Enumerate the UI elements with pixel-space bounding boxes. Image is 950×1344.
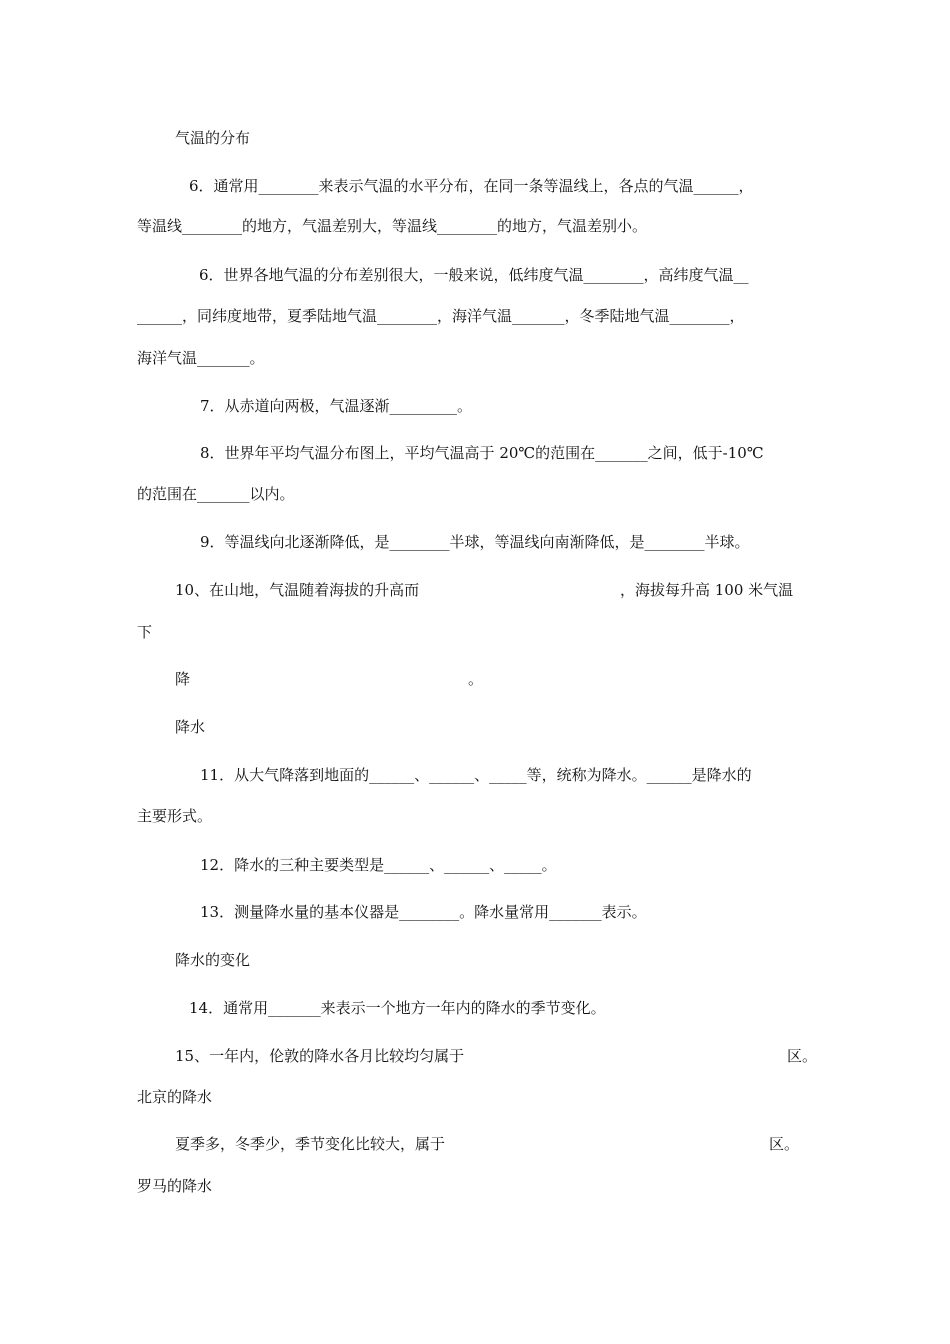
question-10-line-3-end: 。: [468, 670, 484, 688]
question-6b-line-2: ______，同纬度地带，夏季陆地气温________，海洋气温_______，冬季陆地气温________，: [137, 307, 745, 325]
question-13: 13．测量降水量的基本仪器是________。降水量常用_______表示。: [200, 903, 647, 921]
question-15-line-3-start: 夏季多，冬季少，季节变化比较大，属于: [175, 1135, 446, 1153]
question-11-line-2: 主要形式。: [137, 807, 213, 825]
question-15-line-1-end: 区。: [787, 1047, 818, 1065]
question-8-line-1: 8．世界年平均气温分布图上，平均气温高于 20℃的范围在_______之间，低于-10℃: [200, 444, 764, 462]
question-7: 7．从赤道向两极，气温逐渐_________。: [200, 397, 473, 415]
question-10-line-2: 下: [137, 623, 153, 641]
question-6a-line-1: 6．通常用________来表示气温的水平分布，在同一条等温线上，各点的气温______，: [189, 177, 754, 195]
question-10-line-1-end: ，海拔每升高 100 米气温: [620, 581, 794, 599]
question-8-line-2: 的范围在_______以内。: [137, 485, 295, 503]
question-11-line-1: 11．从大气降落到地面的______、______、_____等，统称为降水。______是降水的: [200, 766, 752, 784]
question-6b-line-1: 6．世界各地气温的分布差别很大，一般来说，低纬度气温________，高纬度气温__: [199, 266, 749, 284]
question-15-line-2: 北京的降水: [137, 1088, 213, 1106]
question-15-line-4: 罗马的降水: [137, 1177, 213, 1195]
question-12: 12．降水的三种主要类型是______、______、_____。: [200, 856, 557, 874]
question-6b-line-3: 海洋气温_______。: [137, 349, 265, 367]
question-6a-line-2: 等温线________的地方，气温差别大，等温线________的地方，气温差别小。: [137, 217, 648, 235]
question-10-line-3-start: 降: [175, 670, 191, 688]
question-10-line-1-start: 10、在山地，气温随着海拔的升高而: [175, 581, 420, 599]
section-heading-precipitation: 降水: [175, 718, 206, 736]
question-15-line-3-end: 区。: [769, 1135, 800, 1153]
section-heading-temperature: 气温的分布: [175, 129, 251, 147]
section-heading-precipitation-change: 降水的变化: [175, 951, 251, 969]
question-9: 9．等温线向北逐渐降低，是________半球，等温线向南渐降低，是________半球。: [200, 533, 750, 551]
question-15-line-1-start: 15、一年内，伦敦的降水各月比较均匀属于: [175, 1047, 465, 1065]
question-14: 14．通常用_______来表示一个地方一年内的降水的季节变化。: [189, 999, 606, 1017]
